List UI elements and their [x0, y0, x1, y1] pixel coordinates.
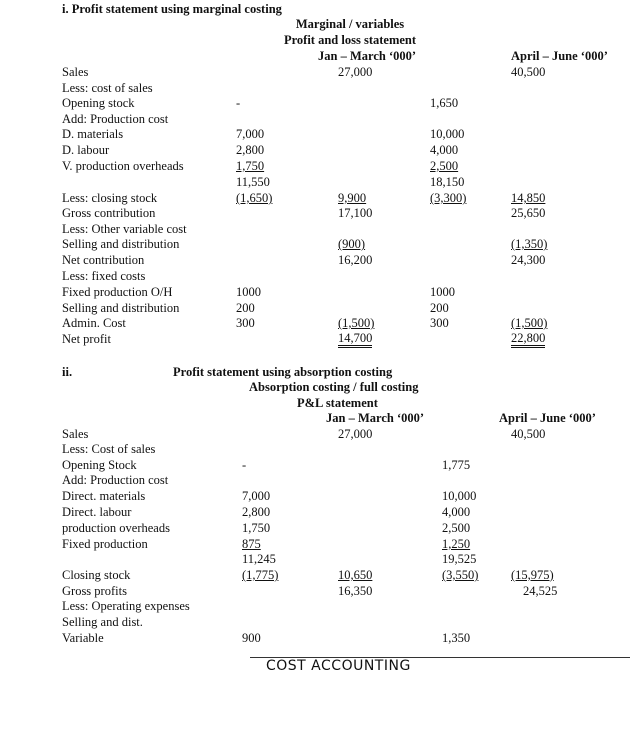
s2-label-variable: Variable: [62, 631, 104, 645]
s1-label-labour: D. labour: [62, 143, 110, 157]
s1-sales-apr: 40,500: [511, 65, 546, 79]
s1-c3-overheads: 2,500: [430, 159, 459, 173]
s2-c3-labour: 4,000: [442, 505, 471, 519]
s1-c2-gross: 17,100: [338, 206, 373, 220]
s1-c3-closing: (3,300): [430, 191, 467, 205]
s1-label-gross-contribution: Gross contribution: [62, 206, 156, 220]
s1-c4-net: 24,300: [511, 253, 546, 267]
s2-label-gross-profits: Gross profits: [62, 584, 127, 598]
s2-c4-gross: 24,525: [523, 584, 558, 598]
s1-c3-subtotal: 18,150: [430, 175, 465, 189]
s2-c1-variable: 900: [242, 631, 261, 645]
s1-label-other-variable: Less: Other variable cost: [62, 222, 187, 236]
s1-c1-subtotal: 11,550: [236, 175, 270, 189]
s2-c4-closing-total: (15,975): [511, 568, 554, 582]
section-2-heading: Profit statement using absorption costing: [173, 365, 393, 379]
s1-c1-fixed-sd: 200: [236, 301, 255, 315]
section-1-col-jan: Jan – March ‘000’: [318, 49, 417, 63]
s1-c3-fixed-sd: 200: [430, 301, 449, 315]
s1-c4-closing-total: 14,850: [511, 191, 546, 205]
s2-label-opening-stock: Opening Stock: [62, 458, 137, 472]
s2-c3-closing: (3,550): [442, 568, 479, 582]
s1-sales-jan: 27,000: [338, 65, 373, 79]
s2-c1-subtotal: 11,245: [242, 552, 276, 566]
s2-label-labour: Direct. labour: [62, 505, 132, 519]
s1-c2-sd: (900): [338, 237, 366, 251]
s1-c3-fixed-oh: 1000: [430, 285, 455, 299]
s2-label-less-cost: Less: Cost of sales: [62, 442, 156, 456]
s1-c4-gross: 25,650: [511, 206, 546, 220]
s2-label-sales: Sales: [62, 427, 89, 441]
footer-title: COST ACCOUNTING: [266, 658, 411, 674]
s1-label-materials: D. materials: [62, 127, 124, 141]
s2-c3-fixed: 1,250: [442, 537, 471, 551]
s2-c1-closing: (1,775): [242, 568, 279, 582]
s2-sales-jan: 27,000: [338, 427, 373, 441]
s1-label-fixed-costs: Less: fixed costs: [62, 269, 146, 283]
s1-label-selling-dist: Selling and distribution: [62, 237, 180, 251]
s2-label-selling-dist: Selling and dist.: [62, 615, 143, 629]
s2-label-fixed-production: Fixed production: [62, 537, 148, 551]
s1-label-opening-stock: Opening stock: [62, 96, 135, 110]
s1-label-fixed-oh: Fixed production O/H: [62, 285, 173, 299]
s1-c4-fixed-total: (1,500): [511, 316, 548, 330]
s1-c3-materials: 10,000: [430, 127, 465, 141]
s1-label-net-profit: Net profit: [62, 332, 111, 346]
section-2-number: ii.: [62, 365, 73, 379]
section-1-subtitle-1: Marginal / variables: [295, 17, 405, 31]
section-1-heading: i. Profit statement using marginal costing: [62, 2, 282, 16]
s1-label-net-contribution: Net contribution: [62, 253, 145, 267]
section-1-col-apr: April – June ‘000’: [511, 49, 608, 63]
s1-c4-profit: 22,800: [511, 332, 545, 348]
s1-c1-labour: 2,800: [236, 143, 265, 157]
s1-c2-fixed-total: (1,500): [338, 316, 375, 330]
s1-c2-profit: 14,700: [338, 332, 372, 348]
s2-sales-apr: 40,500: [511, 427, 546, 441]
s1-label-closing-stock: Less: closing stock: [62, 191, 158, 205]
footer-rule: [250, 657, 630, 658]
s1-c3-fixed-admin: 300: [430, 316, 449, 330]
section-2-subtitle-1: Absorption costing / full costing: [249, 380, 419, 394]
s2-c3-subtotal: 19,525: [442, 552, 477, 566]
s2-c3-overheads: 2,500: [442, 521, 471, 535]
s2-c3-opening: 1,775: [442, 458, 471, 472]
s1-c3-opening: 1,650: [430, 96, 459, 110]
s2-c1-opening: -: [242, 458, 247, 472]
s2-c1-labour: 2,800: [242, 505, 271, 519]
s1-c1-fixed-oh: 1000: [236, 285, 261, 299]
s1-c4-sd: (1,350): [511, 237, 548, 251]
s1-c1-closing: (1,650): [236, 191, 273, 205]
s1-label-admin: Admin. Cost: [62, 316, 126, 330]
s1-label-overheads: V. production overheads: [62, 159, 184, 173]
s2-c1-fixed: 875: [242, 537, 261, 551]
s2-label-add-production: Add: Production cost: [62, 473, 169, 487]
s2-c2-closing-total: 10,650: [338, 568, 373, 582]
s2-c1-materials: 7,000: [242, 489, 271, 503]
s2-c1-overheads: 1,750: [242, 521, 271, 535]
s1-label-less-cost: Less: cost of sales: [62, 81, 153, 95]
s1-c2-net: 16,200: [338, 253, 373, 267]
s1-label-sales: Sales: [62, 65, 89, 79]
s2-c2-gross: 16,350: [338, 584, 373, 598]
section-2-col-apr: April – June ‘000’: [499, 411, 596, 425]
s2-label-operating-expenses: Less: Operating expenses: [62, 599, 190, 613]
s1-c1-materials: 7,000: [236, 127, 265, 141]
s1-c3-labour: 4,000: [430, 143, 459, 157]
s2-c3-variable: 1,350: [442, 631, 471, 645]
s1-label-add-production: Add: Production cost: [62, 112, 169, 126]
s1-label-fixed-sd: Selling and distribution: [62, 301, 180, 315]
section-2-subtitle-2: P&L statement: [297, 396, 378, 410]
s2-c3-materials: 10,000: [442, 489, 477, 503]
s1-c1-opening: -: [236, 96, 241, 110]
s2-label-closing-stock: Closing stock: [62, 568, 131, 582]
section-1-subtitle-2: Profit and loss statement: [283, 33, 417, 47]
s2-label-overheads: production overheads: [62, 521, 170, 535]
s2-label-materials: Direct. materials: [62, 489, 146, 503]
s1-c1-overheads: 1,750: [236, 159, 265, 173]
s1-c2-closing-total: 9,900: [338, 191, 367, 205]
s1-c1-fixed-admin: 300: [236, 316, 255, 330]
section-2-col-jan: Jan – March ‘000’: [326, 411, 425, 425]
